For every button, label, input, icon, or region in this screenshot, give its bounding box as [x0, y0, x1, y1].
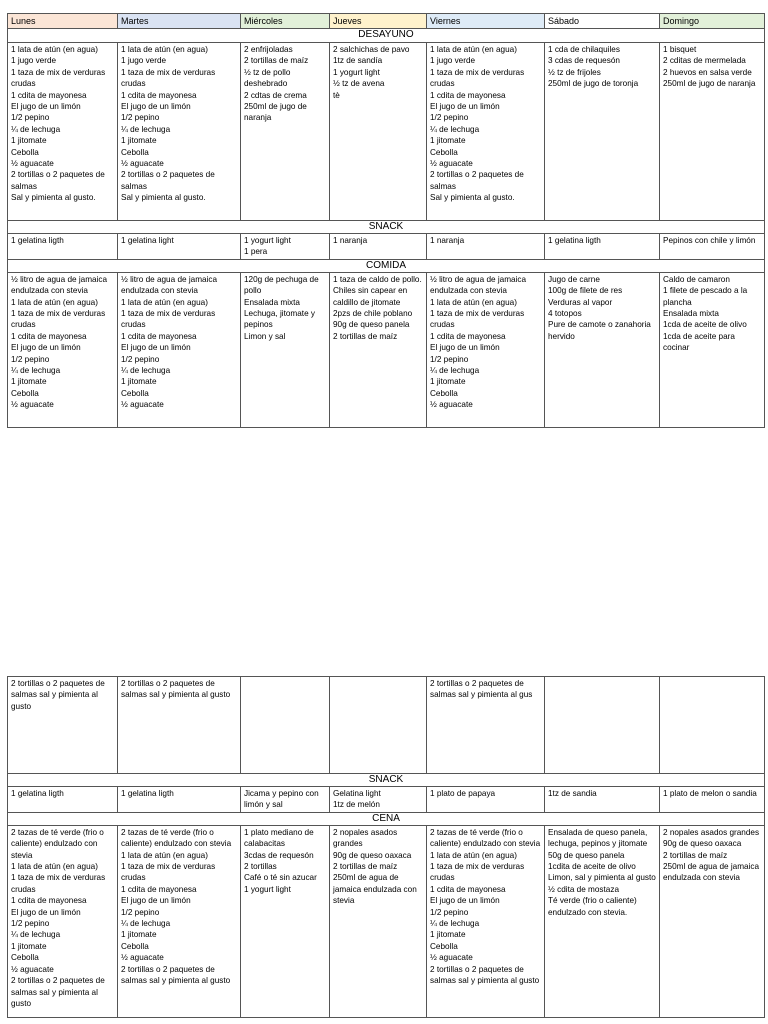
meal-cell: ½ litro de agua de jamaica endulzada con stevia 1 lata de atún (en agua) 1 taza de mix de verduras crudas 1 cdita de mayonesa El jugo de un limón 1/2 pepino ¼ de lechuga 1 jitomate Cebolla ½ aguacate	[8, 272, 118, 427]
day-header: Lunes	[8, 14, 118, 29]
day-header: Sábado	[545, 14, 660, 29]
meal-cell: ½ litro de agua de jamaica endulzada con stevia 1 lata de atún (en agua) 1 taza de mix de verduras crudas 1 cdita de mayonesa El jugo de un limón 1/2 pepino ¼ de lechuga 1 jitomate Cebolla ½ aguacate	[118, 272, 241, 427]
meal-cell: 1tz de sandia	[545, 787, 660, 813]
meal-cell: Gelatina light 1tz de melón	[330, 787, 427, 813]
meal-cell	[241, 677, 330, 774]
day-header: Domingo	[660, 14, 765, 29]
day-header: Miércoles	[241, 14, 330, 29]
section-title-desayuno: DESAYUNO	[8, 29, 765, 43]
meal-row-snack	[8, 234, 765, 260]
meal-cell: 1 gelatina light	[118, 234, 241, 260]
meal-cell: 1 plato de papaya	[427, 787, 545, 813]
meal-cell: 2 tazas de té verde (frio o caliente) endulzado con stevia 1 lata de atún (en agua) 1 taza de mix de verduras crudas 1 cdita de mayonesa El jugo de un limón 1/2 pepino ¼ de lechuga 1 jitomate Cebolla ½ aguacate 2 tortillas o 2 paquetes de salmas sal y pimienta al gusto	[118, 825, 241, 1017]
meal-cell: 2 tazas de té verde (frio o caliente) endulzado con stevia 1 lata de atún (en agua) 1 taza de mix de verduras crudas 1 cdita de mayonesa El jugo de un limón 1/2 pepino ¼ de lechuga 1 jitomate Cebolla ½ aguacate 2 tortillas o 2 paquetes de salmas sal y pimienta al gusto	[8, 825, 118, 1017]
meal-cell: 120g de pechuga de pollo Ensalada mixta Lechuga, jitomate y pepinos Limon y sal	[241, 272, 330, 427]
meal-row-comida-continued	[8, 677, 765, 774]
meal-cell	[545, 677, 660, 774]
meal-cell: 1 gelatina ligth	[8, 787, 118, 813]
meal-cell: Jicama y pepino con limón y sal	[241, 787, 330, 813]
meal-cell: 1 naranja	[330, 234, 427, 260]
meal-cell: 2 tortillas o 2 paquetes de salmas sal y pimienta al gusto	[8, 677, 118, 774]
meal-cell: 1 lata de atún (en agua) 1 jugo verde 1 taza de mix de verduras crudas 1 cdita de mayonesa El jugo de un limón 1/2 pepino ¼ de lechuga 1 jitomate Cebolla ½ aguacate 2 tortillas o 2 paquetes de salmas Sal y pimienta al gusto.	[8, 43, 118, 221]
meal-cell: 2 enfrijoladas 2 tortillas de maíz ½ tz de pollo deshebrado 2 cdtas de crema 250ml de jugo de naranja	[241, 43, 330, 221]
meal-cell: Pepinos con chile y limón	[660, 234, 765, 260]
meal-cell: 1 lata de atún (en agua) 1 jugo verde 1 taza de mix de verduras crudas 1 cdita de mayonesa El jugo de un limón 1/2 pepino ¼ de lechuga 1 jitomate Cebolla ½ aguacate 2 tortillas o 2 paquetes de salmas Sal y pimienta al gusto.	[118, 43, 241, 221]
meal-cell: Jugo de carne 100g de filete de res Verduras al vapor 4 totopos Pure de camote o zanahoria hervido	[545, 272, 660, 427]
meal-cell: 2 nopales asados grandes 90g de queso oaxaca 2 tortillas de maíz 250ml de agua de jamaica endulzada con stevia	[330, 825, 427, 1017]
day-header: Viernes	[427, 14, 545, 29]
meal-cell: 1 cda de chilaquiles 3 cdas de requesón ½ tz de frijoles 250ml de jugo de toronja	[545, 43, 660, 221]
section-title-snack: SNACK	[8, 774, 765, 787]
meal-cell: 1 plato de melon o sandia	[660, 787, 765, 813]
day-header-row	[8, 14, 765, 29]
meal-cell: Ensalada de queso panela, lechuga, pepinos y jitomate 50g de queso panela 1cdita de aceite de olivo Limon, sal y pimienta al gusto ½ cdita de mostaza Té verde (frio o caliente) endulzado con stevia.	[545, 825, 660, 1017]
meal-cell: 1 plato mediano de calabacitas 3cdas de requesón 2 tortillas Café o té sin azucar 1 yogurt light	[241, 825, 330, 1017]
menu-table-page-1	[7, 13, 765, 428]
meal-cell: 1 naranja	[427, 234, 545, 260]
meal-row-comida	[8, 272, 765, 427]
section-title-comida: COMIDA	[8, 259, 765, 272]
meal-row-cena	[8, 825, 765, 1017]
meal-cell: Caldo de camaron 1 filete de pescado a la plancha Ensalada mixta 1cda de aceite de olivo 1cda de aceite para cocinar	[660, 272, 765, 427]
meal-cell: 1 taza de caldo de pollo. Chiles sin capear en caldillo de jitomate 2pzs de chile poblano 90g de queso panela 2 tortillas de maíz	[330, 272, 427, 427]
day-header: Jueves	[330, 14, 427, 29]
meal-cell	[660, 677, 765, 774]
meal-cell: 2 tortillas o 2 paquetes de salmas sal y pimienta al gus	[427, 677, 545, 774]
meal-cell: 2 salchichas de pavo 1tz de sandía 1 yogurt light ½ tz de avena tè	[330, 43, 427, 221]
day-header: Martes	[118, 14, 241, 29]
meal-row-snack	[8, 787, 765, 813]
meal-cell: ½ litro de agua de jamaica endulzada con stevia 1 lata de atún (en agua) 1 taza de mix de verduras crudas 1 cdita de mayonesa El jugo de un limón 1/2 pepino ¼ de lechuga 1 jitomate Cebolla ½ aguacate	[427, 272, 545, 427]
meal-cell: 1 yogurt light 1 pera	[241, 234, 330, 260]
section-title-cena: CENA	[8, 812, 765, 825]
meal-cell: 2 tazas de té verde (frio o caliente) endulzado con stevia 1 lata de atún (en agua) 1 taza de mix de verduras crudas 1 cdita de mayonesa El jugo de un limón 1/2 pepino ¼ de lechuga 1 jitomate Cebolla ½ aguacate 2 tortillas o 2 paquetes de salmas sal y pimienta al gusto	[427, 825, 545, 1017]
meal-cell: 1 bisquet 2 cditas de mermelada 2 huevos en salsa verde 250ml de jugo de naranja	[660, 43, 765, 221]
meal-cell: 1 lata de atún (en agua) 1 jugo verde 1 taza de mix de verduras crudas 1 cdita de mayonesa El jugo de un limón 1/2 pepino ¼ de lechuga 1 jitomate Cebolla ½ aguacate 2 tortillas o 2 paquetes de salmas Sal y pimienta al gusto.	[427, 43, 545, 221]
meal-row-desayuno	[8, 43, 765, 221]
meal-cell: 1 gelatina ligth	[545, 234, 660, 260]
meal-cell: 1 gelatina ligth	[8, 234, 118, 260]
section-title-snack: SNACK	[8, 221, 765, 234]
meal-cell: 1 gelatina ligth	[118, 787, 241, 813]
menu-table-page-2	[7, 676, 765, 1018]
meal-cell	[330, 677, 427, 774]
meal-cell: 2 nopales asados grandes 90g de queso oaxaca 2 tortillas de maíz 250ml de agua de jamaica endulzada con stevia	[660, 825, 765, 1017]
meal-cell: 2 tortillas o 2 paquetes de salmas sal y pimienta al gusto	[118, 677, 241, 774]
